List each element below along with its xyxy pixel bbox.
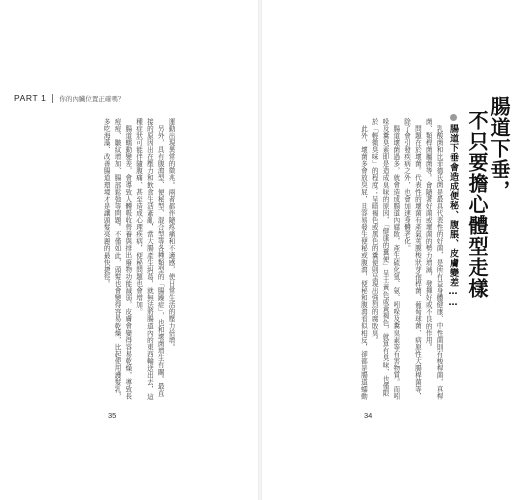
- right-page: [262, 0, 520, 500]
- header-divider: [52, 94, 53, 103]
- paragraph: 問題在於壞菌。代表性的壞菌有產氣莢膜梭狀芽孢桿菌、葡萄球菌、病原性大腸桿菌等，除了會引發疾病之外，也會加速身體老化。: [402, 118, 422, 400]
- paragraph: 運動出現異常的徵兆。兩者都伴隨疼痛和不適感，使日常生活的壓力倍增。: [167, 118, 175, 351]
- bullet-circle-icon: [450, 114, 457, 121]
- paragraph: 此外，壞菌多會放臭屁，且容易發生便秘或腹瀉，便秘和腹瀉看似相反，卻都是腸道蠕動: [359, 124, 368, 400]
- left-body-text: [100, 118, 176, 401]
- subhead-text: 腸道下垂會造成便秘、腹脹、皮膚變差……: [448, 124, 458, 309]
- left-page: [0, 0, 258, 500]
- paragraph: 腸道壞菌過多，就會造成腸道內腐敗，產生硫化氫、氨、吲哚及糞臭素等有害物質。而吲哚及糞臭素即是造成臭味的原因，「健康的糞便」呈土黃色或黃褐色，就算有臭味，也僅限於「輕微臭味」的程度；呈暗褐色或黑色的糞便則呈現出強烈的腐敗臭。: [370, 118, 400, 400]
- paragraph: 另外，具有腹瀉型、便秘型、混合型等各種類型的「腸躁症」，也和壞菌增生有關。最直接的原因出在壓力和飲食生活紊亂，當大腸產生糾葛，就無法將腸道內的東西輸送出去，這種症狀可能伴隨腹痛、甚至造成心理疾病，便秘問題也會增加。: [134, 118, 165, 400]
- paragraph: 腸道蠕動變差，會導致人體吸收營養與排出廢物功能減弱，皮膚會變得容易乾燥，導致長痘痘、皺紋增加、腸部鬆弛等問題。不僅如此，頭髮也會變得容易乾燥，比起使用護髮乳，多吃海藻、改善腸道環境才是讓頭髮亮麗的最快捷徑。: [102, 118, 132, 400]
- running-header: [14, 90, 124, 106]
- right-body-text: [358, 118, 444, 401]
- chapter-title-line-1: 腸道下垂，: [487, 96, 511, 201]
- page-number: 34: [364, 411, 373, 420]
- part-label: PART 1: [14, 93, 47, 103]
- chapter-title-line-2: 不只要擔心體型走樣: [465, 110, 489, 299]
- paragraph: 乳酸菌和比菲德氏菌是最具代表性的好菌，是所有益身體健康、中性菌則有梭桿菌、真桿菌、類桿菌屬菌等。會隨著好菌或壞菌的勢力增減，發揮好或不良的作用。: [424, 118, 443, 400]
- page-number: 35: [108, 411, 117, 420]
- part-title: 你的內臟位置正確嗎？: [59, 94, 125, 103]
- section-subhead: [447, 114, 460, 308]
